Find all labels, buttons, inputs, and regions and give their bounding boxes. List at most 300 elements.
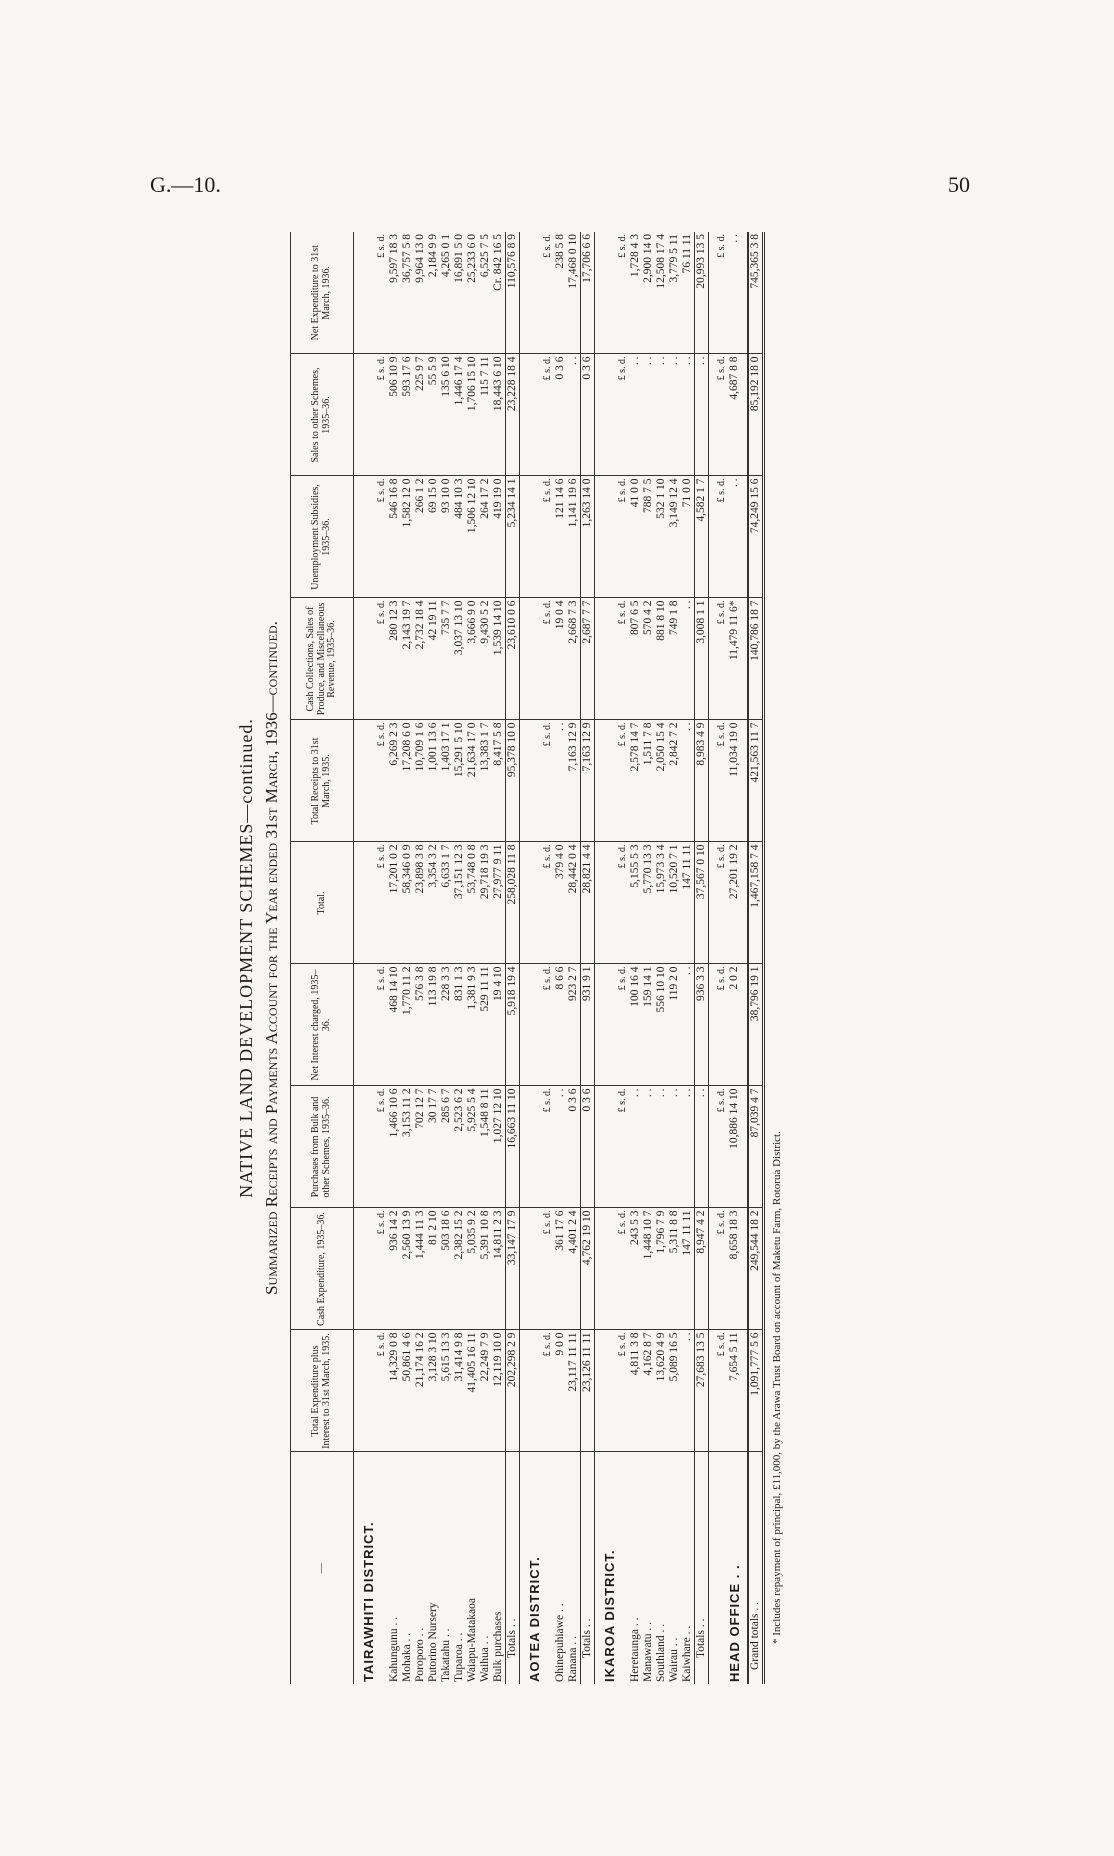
row-label: Ohinepuhiawe . . (553, 1603, 566, 1682)
row-label: Totals . . (694, 1452, 708, 1684)
table-row (492, 232, 506, 1684)
table-cell: . . (681, 964, 695, 1086)
table-cell (741, 598, 748, 720)
totals-row (505, 232, 519, 1684)
table-cell: 1,467,158 7 4 (748, 842, 764, 964)
table-cell: 53,748 0 8 (466, 842, 479, 964)
table-cell (594, 1086, 616, 1208)
table-cell: . . (728, 476, 741, 598)
table-cell: £ s. d. (375, 1086, 388, 1208)
row-label: Southland . . (654, 1623, 667, 1682)
row-label: Ranana . . (566, 1636, 579, 1682)
table-cell: £ s. d. (541, 354, 554, 476)
table-cell: 1,141 19 6 (567, 476, 581, 598)
table-cell: £ s. d. (375, 720, 388, 842)
row-label: Putorino Nursery (426, 1602, 439, 1682)
table-cell: 23,126 11 11 (580, 1330, 594, 1452)
table-cell: £ s. d. (375, 476, 388, 598)
table-row (668, 232, 681, 1684)
table-cell: . . (694, 1086, 708, 1208)
table-cell: 140,786 18 7 (748, 598, 764, 720)
table-cell: £ s. d. (375, 964, 388, 1086)
table-cell (741, 476, 748, 598)
row-label (541, 1452, 554, 1684)
table-cell: 4,762 19 10 (580, 1208, 594, 1330)
table-cell: 11,479 11 6* (728, 598, 741, 720)
table-cell: 22,249 7 9 (479, 1330, 492, 1452)
table-cell: 1,582 12 0 (401, 476, 414, 598)
table-cell (519, 598, 541, 720)
table-cell (353, 1086, 375, 1208)
row-label: Tuparoa . . (452, 1632, 465, 1682)
table-cell (741, 1086, 748, 1208)
table-cell: 1,091,777 5 6 (748, 1330, 764, 1452)
table-cell (519, 354, 541, 476)
district-heading-row (594, 232, 616, 1684)
table-cell: £ s. d. (715, 354, 728, 476)
table-row (567, 232, 581, 1684)
table-cell (519, 1208, 541, 1330)
table-cell: 115 7 11 (479, 354, 492, 476)
table-cell: 12,119 10 0 (492, 1330, 506, 1452)
table-cell: 1,796 7 9 (655, 1208, 668, 1330)
table-row (629, 232, 642, 1684)
table-cell: £ s. d. (541, 842, 554, 964)
row-label: Bulk purchases (491, 1611, 504, 1682)
table-cell: £ s. d. (375, 232, 388, 354)
table-cell: 71 0 0 (681, 476, 695, 598)
table-cell: 3,666 9 0 (466, 598, 479, 720)
titles (236, 232, 282, 1684)
table-cell: 1,539 14 10 (492, 598, 506, 720)
table-cell: 735 7 7 (440, 598, 453, 720)
page-number: 50 (948, 172, 970, 197)
table-cell: 38,796 19 1 (748, 964, 764, 1086)
table-cell: £ s. d. (375, 842, 388, 964)
table-cell: 33,147 17 9 (505, 1208, 519, 1330)
row-label: Manawatu . . (641, 1621, 654, 1682)
table-cell: 2,732 18 4 (414, 598, 427, 720)
table-cell: 546 16 8 (388, 476, 401, 598)
table-cell: 3,037 13 10 (453, 598, 466, 720)
table-cell: £ s. d. (715, 476, 728, 598)
table-cell: 58,346 0 9 (401, 842, 414, 964)
table-cell: 881 8 10 (655, 598, 668, 720)
table-cell: 228 3 3 (440, 964, 453, 1086)
column-header: Total Expenditure plus Interest to 31st March, 1935. (290, 1330, 353, 1452)
table-cell: 1,403 17 1 (440, 720, 453, 842)
table-cell (741, 354, 748, 476)
row-label: IKAROA DISTRICT. (601, 1549, 617, 1682)
table-cell: 8 6 6 (554, 964, 567, 1086)
table-cell: 113 19 8 (427, 964, 440, 1086)
table-cell: 749 1 8 (668, 598, 681, 720)
table-cell: 379 4 0 (554, 842, 567, 964)
table-cell: 1,263 14 0 (580, 476, 594, 598)
table-cell: 147 11 11 (681, 842, 695, 964)
table-cell: £ s. d. (616, 1330, 629, 1452)
table-cell: £ s. d. (616, 842, 629, 964)
table-cell (594, 1208, 616, 1330)
table-cell: 225 9 7 (414, 354, 427, 476)
spacer-row (741, 232, 748, 1684)
table-cell: 5,035 9 2 (466, 1208, 479, 1330)
table-cell: 10,520 7 1 (668, 842, 681, 964)
table-cell: 27,683 13 5 (694, 1330, 708, 1452)
table-cell: . . (655, 1086, 668, 1208)
table-row (388, 232, 401, 1684)
table-cell: £ s. d. (541, 598, 554, 720)
table-cell: £ s. d. (715, 598, 728, 720)
table-cell: 13,620 4 9 (655, 1330, 668, 1452)
column-header: Cash Expenditure, 1935–36. (290, 1208, 353, 1330)
table-cell: 17,706 6 6 (580, 232, 594, 354)
district-heading-row (353, 232, 375, 1684)
table-cell: 9,597 18 3 (388, 232, 401, 354)
row-label: Grand totals . . (748, 1452, 764, 1684)
row-label: TAIRAWHITI DISTRICT. (360, 1521, 376, 1682)
table-cell: 0 3 6 (567, 1086, 581, 1208)
table-cell: 285 6 7 (440, 1086, 453, 1208)
table-cell: 3,008 1 1 (694, 598, 708, 720)
units-row (375, 232, 388, 1684)
table-cell (353, 842, 375, 964)
table-cell: £ s. d. (715, 1086, 728, 1208)
table-cell: 36,757 5 8 (401, 232, 414, 354)
table-cell (353, 598, 375, 720)
table-cell (353, 354, 375, 476)
row-label: Waihua . . (478, 1635, 491, 1682)
table-cell: 21,634 17 0 (466, 720, 479, 842)
table-cell: 2,900 14 0 (642, 232, 655, 354)
row-label: HEAD OFFICE . . (726, 1564, 742, 1682)
table-cell: 745,365 3 8 (748, 232, 764, 354)
table-cell: 556 10 10 (655, 964, 668, 1086)
table-cell: 576 3 8 (414, 964, 427, 1086)
table-cell: 37,567 0 10 (694, 842, 708, 964)
row-label: Poroporo . . (413, 1627, 426, 1682)
page-ref: G.—10. (150, 172, 221, 197)
table-cell: 238 5 8 (554, 232, 567, 354)
table-cell: 593 17 6 (401, 354, 414, 476)
table-cell: £ s. d. (616, 720, 629, 842)
table-cell: . . (681, 720, 695, 842)
table-cell: 421,563 11 7 (748, 720, 764, 842)
row-label: AOTEA DISTRICT. (526, 1556, 542, 1682)
table-cell: 3,128 3 10 (427, 1330, 440, 1452)
table-cell: 5,391 10 8 (479, 1208, 492, 1330)
table-cell: 17,468 0 10 (567, 232, 581, 354)
table-cell: 17,201 0 2 (388, 842, 401, 964)
table-cell: 468 14 10 (388, 964, 401, 1086)
table-cell (519, 1330, 541, 1452)
table-cell: . . (554, 720, 567, 842)
table-cell (353, 1330, 375, 1452)
rotated-table-area (236, 232, 972, 1684)
table-cell: 831 1 3 (453, 964, 466, 1086)
table-cell (519, 842, 541, 964)
table-cell: £ s. d. (616, 598, 629, 720)
table-cell (594, 598, 616, 720)
table-cell: 529 11 11 (479, 964, 492, 1086)
table-cell: . . (681, 354, 695, 476)
table-cell: 2,523 6 2 (453, 1086, 466, 1208)
table-cell: 2,578 14 7 (629, 720, 642, 842)
table-cell (594, 1330, 616, 1452)
table-cell: 100 16 4 (629, 964, 642, 1086)
row-label: Heretaunga . . (628, 1617, 641, 1682)
table-cell: £ s. d. (715, 720, 728, 842)
table-cell: 9,964 13 0 (414, 232, 427, 354)
table-cell: 0 3 6 (554, 354, 567, 476)
table-cell: 159 14 1 (642, 964, 655, 1086)
table-cell: 6,633 1 7 (440, 842, 453, 964)
table-cell: 1,770 11 2 (401, 964, 414, 1086)
table-cell: £ s. d. (616, 232, 629, 354)
table-row (427, 232, 440, 1684)
table-row (681, 232, 695, 1684)
table-cell: £ s. d. (375, 1330, 388, 1452)
table-cell: 17,208 6 0 (401, 720, 414, 842)
column-header: Unemployment Subsidies, 1935–36. (290, 476, 353, 598)
table-cell: 0 3 6 (580, 1086, 594, 1208)
table-cell: 5,925 5 4 (466, 1086, 479, 1208)
column-header: Net Expenditure to 31st March, 1936. (290, 232, 353, 354)
table-cell: 1,446 17 4 (453, 354, 466, 476)
table-cell: 266 1 2 (414, 476, 427, 598)
table-cell: 5,311 8 8 (668, 1208, 681, 1330)
table-cell: 4,582 1 7 (694, 476, 708, 598)
header-row (290, 232, 353, 1684)
table-cell: 8,983 4 9 (694, 720, 708, 842)
table-cell: 243 5 3 (629, 1208, 642, 1330)
table-cell: 5,615 13 3 (440, 1330, 453, 1452)
table-body (353, 232, 763, 1684)
column-header: Net Interest charged, 1935–36. (290, 964, 353, 1086)
table-row (466, 232, 479, 1684)
table-cell: 1,706 15 10 (466, 354, 479, 476)
table-cell: £ s. d. (375, 354, 388, 476)
head-office-row (728, 232, 741, 1684)
table-cell: . . (629, 354, 642, 476)
units-row (715, 232, 728, 1684)
table-cell: 28,442 0 4 (567, 842, 581, 964)
table-cell: 1,511 7 8 (642, 720, 655, 842)
table-cell: £ s. d. (616, 476, 629, 598)
table-cell: £ s. d. (541, 964, 554, 1086)
page-header (150, 172, 970, 198)
table-cell: £ s. d. (715, 964, 728, 1086)
table-cell: 484 10 3 (453, 476, 466, 598)
table-cell: 2,842 7 2 (668, 720, 681, 842)
table-cell: 202,298 2 9 (505, 1330, 519, 1452)
table-cell (594, 720, 616, 842)
table-cell: 69 15 0 (427, 476, 440, 598)
table-cell: 931 9 1 (580, 964, 594, 1086)
table-cell: 1,448 10 7 (642, 1208, 655, 1330)
footnote: * Includes repayment of principal, £11,000, by the Arawa Trust Board on account of Maketu Farm, Rotorua District. (770, 1131, 783, 1644)
row-label: Wairau . . (667, 1637, 680, 1682)
table-cell (741, 1330, 748, 1452)
table-cell: 15,973 3 4 (655, 842, 668, 964)
table-cell: 4,162 8 7 (642, 1330, 655, 1452)
table-row (554, 232, 567, 1684)
table-cell (741, 1208, 748, 1330)
row-label (741, 1452, 748, 1684)
table-cell: . . (629, 1086, 642, 1208)
table-cell (594, 842, 616, 964)
table-cell: 23,117 11 11 (567, 1330, 581, 1452)
table-cell: £ s. d. (616, 354, 629, 476)
table-cell: 5,234 14 1 (505, 476, 519, 598)
table-cell: 2,143 19 7 (401, 598, 414, 720)
totals-row (694, 232, 708, 1684)
table-cell: £ s. d. (375, 1208, 388, 1330)
table-cell: 4,265 0 1 (440, 232, 453, 354)
table-cell: 16,891 5 0 (453, 232, 466, 354)
table-cell: 31,414 9 8 (453, 1330, 466, 1452)
table-cell: £ s. d. (541, 476, 554, 598)
table-cell: 74,249 15 6 (748, 476, 764, 598)
table-cell: 27,977 9 11 (492, 842, 506, 964)
table-cell: 19 0 4 (554, 598, 567, 720)
table-cell: 3,354 3 2 (427, 842, 440, 964)
table-cell: £ s. d. (541, 232, 554, 354)
table-cell: 1,728 4 3 (629, 232, 642, 354)
table-cell: 87,039 4 7 (748, 1086, 764, 1208)
table-cell: . . (668, 354, 681, 476)
table-cell: 1,444 11 3 (414, 1208, 427, 1330)
units-row (541, 232, 554, 1684)
table-cell: 6,269 2 3 (388, 720, 401, 842)
table-cell: 249,544 18 2 (748, 1208, 764, 1330)
table-cell: 85,192 18 0 (748, 354, 764, 476)
table-row (479, 232, 492, 1684)
table-cell: 27,201 19 2 (728, 842, 741, 964)
table-cell: 280 12 3 (388, 598, 401, 720)
column-header: Sales to other Schemes, 1935–36. (290, 354, 353, 476)
main-title: NATIVE LAND DEVELOPMENT SCHEMES—continued. (236, 718, 256, 1198)
grand-totals-row (748, 232, 764, 1684)
table-cell: 9,430 5 2 (479, 598, 492, 720)
table-cell: 2 0 2 (728, 964, 741, 1086)
table-cell: 1,381 9 3 (466, 964, 479, 1086)
table-cell: 1,027 12 10 (492, 1086, 506, 1208)
table-cell: 8,658 18 3 (728, 1208, 741, 1330)
table-cell: 2,560 13 9 (401, 1208, 414, 1330)
table-cell: 1,506 12 10 (466, 476, 479, 598)
table-cell: 503 18 6 (440, 1208, 453, 1330)
table-cell: £ s. d. (541, 1330, 554, 1452)
table-cell: 41 0 0 (629, 476, 642, 598)
table-cell: 8,947 4 2 (694, 1208, 708, 1330)
table-cell: 2,050 15 4 (655, 720, 668, 842)
table-cell: 506 10 9 (388, 354, 401, 476)
table-cell: £ s. d. (715, 1208, 728, 1330)
table-cell: . . (655, 354, 668, 476)
table-cell: 11,034 19 0 (728, 720, 741, 842)
table-cell: 0 3 6 (580, 354, 594, 476)
table-cell: 2,382 15 2 (453, 1208, 466, 1330)
table-cell (353, 720, 375, 842)
table-cell: 41,405 16 11 (466, 1330, 479, 1452)
table-cell: 570 4 2 (642, 598, 655, 720)
table-cell: Cr. 842 16 5 (492, 232, 506, 354)
table-cell: 28,821 4 4 (580, 842, 594, 964)
table-cell: 419 19 0 (492, 476, 506, 598)
table-cell: 50,861 4 6 (401, 1330, 414, 1452)
row-label: Mohaka . . (400, 1632, 413, 1682)
table-cell: 7,163 12 9 (580, 720, 594, 842)
table-cell: 23,228 18 4 (505, 354, 519, 476)
table-cell: 2,687 7 7 (580, 598, 594, 720)
table-cell: 12,508 17 4 (655, 232, 668, 354)
table-cell (741, 964, 748, 1086)
table-cell (741, 720, 748, 842)
column-header-label: — (290, 1452, 353, 1684)
table-cell: 119 2 0 (668, 964, 681, 1086)
table-cell: 1,466 10 6 (388, 1086, 401, 1208)
table-cell: 21,174 16 2 (414, 1330, 427, 1452)
row-label (375, 1452, 388, 1684)
table-cell: . . (668, 1086, 681, 1208)
table-cell: 29,718 19 3 (479, 842, 492, 964)
table-cell: 55 5 9 (427, 354, 440, 476)
table-cell: 18,443 6 10 (492, 354, 506, 476)
table-cell: 2,184 9 9 (427, 232, 440, 354)
sub-title: Summarized Receipts and Payments Account for the Year ended 31st March, 1936—continued. (261, 621, 281, 1295)
table-cell: £ s. d. (616, 1208, 629, 1330)
table-cell: 264 17 2 (479, 476, 492, 598)
row-label: Kaiwhare . . (680, 1625, 693, 1682)
table-cell: 4,401 2 4 (567, 1208, 581, 1330)
column-header: Cash Collections, Sales of Produce, and Miscellaneous Revenue, 1935–36. (290, 598, 353, 720)
table-cell: 23,898 3 8 (414, 842, 427, 964)
table-cell (519, 964, 541, 1086)
table-cell (519, 720, 541, 842)
table-cell: . . (681, 598, 695, 720)
table-cell: . . (728, 232, 741, 354)
table-cell: £ s. d. (616, 1086, 629, 1208)
table-cell: 37,151 12 3 (453, 842, 466, 964)
table-cell: 93 10 0 (440, 476, 453, 598)
table-cell: 7,654 5 11 (728, 1330, 741, 1452)
table-cell: 110,576 8 9 (505, 232, 519, 354)
table-cell: 923 2 7 (567, 964, 581, 1086)
table-cell: 30 17 7 (427, 1086, 440, 1208)
table-cell: 6,525 7 5 (479, 232, 492, 354)
row-label (616, 1452, 629, 1684)
totals-row (580, 232, 594, 1684)
accounts-table (290, 232, 765, 1684)
table-cell: 147 11 11 (681, 1208, 695, 1330)
table-cell: 25,233 6 0 (466, 232, 479, 354)
table-cell (353, 1208, 375, 1330)
table-cell: 95,378 10 0 (505, 720, 519, 842)
column-header: Total. (290, 842, 353, 964)
table-cell: 788 7 5 (642, 476, 655, 598)
table-cell: £ s. d. (375, 598, 388, 720)
table-row (401, 232, 414, 1684)
table-cell: 5,918 19 4 (505, 964, 519, 1086)
units-row (616, 232, 629, 1684)
table-row (642, 232, 655, 1684)
table-cell: 1,001 13 6 (427, 720, 440, 842)
table-cell: 13,383 1 7 (479, 720, 492, 842)
table-cell: 5,155 5 3 (629, 842, 642, 964)
table-cell: 3,153 11 2 (401, 1086, 414, 1208)
table-row (453, 232, 466, 1684)
